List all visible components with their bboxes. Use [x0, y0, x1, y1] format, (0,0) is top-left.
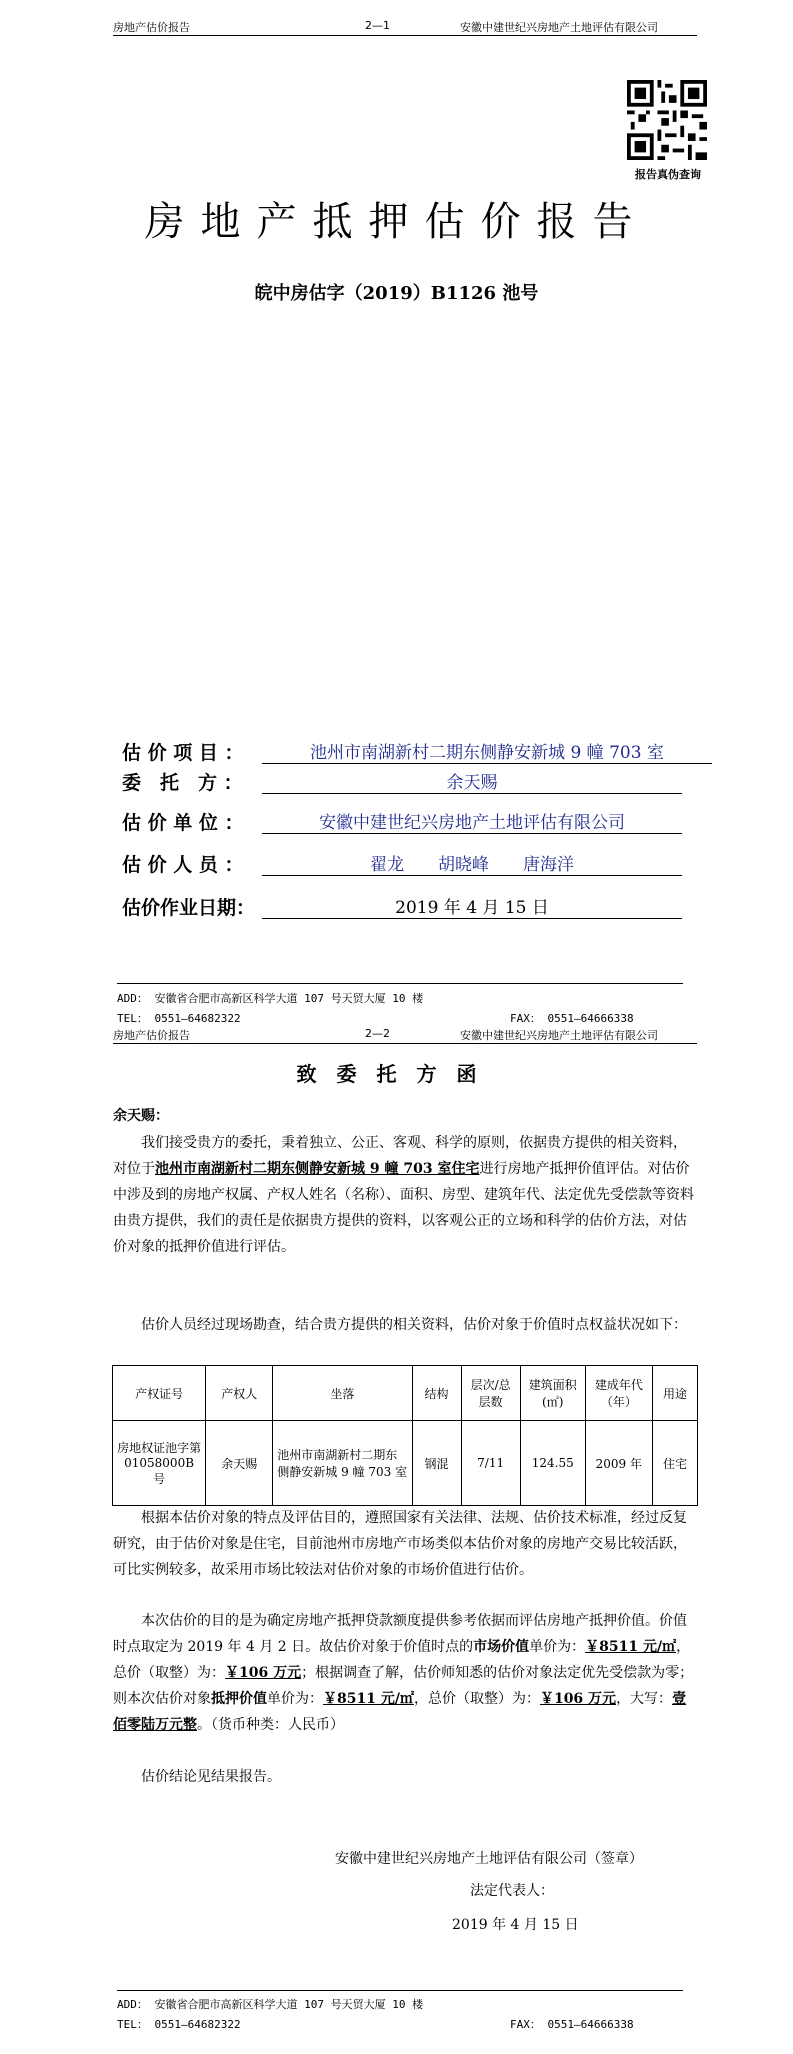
signature-company: 安徽中建世纪兴房地产土地评估有限公司（签章）: [335, 1851, 643, 1867]
table-header-cert: 产权证号: [113, 1366, 206, 1421]
page1-footer-fax: FAX： 0551—64666338: [510, 1012, 634, 1025]
page1-header-left: 房地产估价报告: [113, 21, 190, 34]
page2-footer-tel: TEL： 0551—64682322: [117, 2018, 241, 2031]
field-value-valuer: 安徽中建世纪兴房地产土地评估有限公司: [262, 808, 682, 834]
page2-footer-fax: FAX： 0551—64666338: [510, 2018, 634, 2031]
paragraph-value: 本次估价的目的是为确定房地产抵押贷款额度提供参考依据而评估房地产抵押价值。价值时点取定为 2019 年 4 月 2 日。故估价对象于价值时点的市场价值单价为：￥8511 元/㎡，总价（取整）为：￥106 万元；根据调查了解，估价师知悉的估价对象法定优先受偿款为零；则本次估价对象抵押价值单价为：￥8511 元/㎡，总价（取整）为：￥106 万元，大写：壹佰零陆万元整。（货币种类：人民币）: [113, 1613, 694, 1733]
mortgage-unit-price: ￥8511 元/㎡: [323, 1691, 414, 1707]
paragraph-survey: 估价人员经过现场勘查，结合贵方提供的相关资料，估价对象于价值时点权益状况如下：: [141, 1317, 687, 1333]
table-header-floor: 层次/总层数: [461, 1366, 520, 1421]
signature-legal-rep: 法定代表人：: [470, 1883, 554, 1899]
table-cell-floor: 7/11: [461, 1421, 520, 1506]
table-cell-cert: 房地权证池字第 01058000B 号: [113, 1421, 206, 1506]
mortgage-total-capital: 壹佰零陆万元整: [113, 1691, 687, 1733]
market-total-price: ￥106 万元: [225, 1665, 302, 1681]
letter-heading: 致委托方函: [296, 1062, 497, 1086]
field-label-date: 估价作业日期：: [122, 897, 256, 919]
table-cell-structure: 钢混: [412, 1421, 461, 1506]
field-label-client: 委 托 方 ：: [122, 772, 243, 794]
table-header-location: 坐落: [273, 1366, 412, 1421]
page1-header-rule: [113, 35, 697, 36]
market-unit-price: ￥8511 元/㎡: [585, 1639, 677, 1655]
mortgage-total-price: ￥106 万元: [539, 1691, 617, 1707]
page1-footer-address: ADD： 安徽省合肥市高新区科学大道 107 号天贸大厦 10 楼: [117, 992, 424, 1005]
table-header-use: 用途: [652, 1366, 697, 1421]
page1-footer-rule: [117, 983, 683, 984]
qr-code-icon: [627, 80, 707, 160]
table-cell-location: 池州市南湖新村二期东侧静安新城 9 幢 703 室: [273, 1421, 412, 1506]
paragraph-intro: 我们接受贵方的委托，秉着独立、公正、客观、科学的原则，依据贵方提供的相关资料，对位于池州市南湖新村二期东侧静安新城 9 幢 703 室住宅进行房地产抵押价值评估。对估价中涉及到的房地产权属、产权人姓名（名称）、面积、房型、建筑年代、法定优先受偿款等资料由贵方提供，我们的责任是依据贵方提供的资料，以客观公正的立场和科学的估价方法，对估价对象的抵押价值进行评估。: [113, 1135, 694, 1255]
report-doc-number: 皖中房估字（2019）B1126 池号: [254, 283, 539, 304]
signature-date: 2019 年 4 月 15 日: [452, 1917, 579, 1933]
field-label-project: 估 价 项 目 ：: [122, 742, 244, 764]
page1-footer-tel: TEL： 0551—64682322: [117, 1012, 241, 1025]
table-header-structure: 结构: [412, 1366, 461, 1421]
table-cell-use: 住宅: [652, 1421, 697, 1506]
table-row: [113, 1421, 698, 1506]
table-header-area: 建筑面积(㎡): [520, 1366, 585, 1421]
property-table: [112, 1365, 698, 1506]
paragraph-conclusion: 估价结论见结果报告。: [141, 1769, 281, 1785]
table-header-row: [113, 1366, 698, 1421]
page2-header-rule: [113, 1043, 697, 1044]
table-cell-year: 2009 年: [585, 1421, 652, 1506]
field-label-valuer: 估 价 单 位 ：: [122, 812, 244, 834]
property-address-highlight: 池州市南湖新村二期东侧静安新城 9 幢 703 室住宅: [155, 1161, 480, 1177]
page2-header-page-number: 2—2: [365, 1027, 390, 1040]
page2-footer-address: ADD： 安徽省合肥市高新区科学大道 107 号天贸大厦 10 楼: [117, 1998, 424, 2011]
paragraph-method: 根据本估价对象的特点及评估目的，遵照国家有关法律、法规、估价技术标准，经过反复研究，由于估价对象是住宅，目前池州市房地产市场类似本估价对象的房地产交易比较活跃，可比实例较多，故采用市场比较法对估价对象的市场价值进行估价。: [113, 1510, 687, 1578]
page2-header-right: 安徽中建世纪兴房地产土地评估有限公司: [460, 1029, 658, 1042]
table-header-year: 建成年代（年）: [585, 1366, 652, 1421]
table-cell-owner: 余天赐: [206, 1421, 273, 1506]
field-value-date: 2019 年 4 月 15 日: [262, 893, 682, 919]
field-value-project: 池州市南湖新村二期东侧静安新城 9 幢 703 室: [262, 738, 712, 764]
report-title: 房地产抵押估价报告: [144, 199, 649, 245]
table-cell-area: 124.55: [520, 1421, 585, 1506]
qr-caption: 报告真伪查询: [635, 168, 701, 181]
page2-footer-rule: [117, 1990, 683, 1991]
salutation: 余天赐：: [113, 1108, 169, 1124]
page2-header-left: 房地产估价报告: [113, 1029, 190, 1042]
table-header-owner: 产权人: [206, 1366, 273, 1421]
page1-header-right: 安徽中建世纪兴房地产土地评估有限公司: [460, 21, 658, 34]
field-value-client: 余天赐: [262, 768, 682, 794]
field-label-staff: 估 价 人 员 ：: [122, 854, 244, 876]
field-value-staff: 翟龙 胡晓峰 唐海洋: [262, 850, 682, 876]
page1-header-page-number: 2—1: [365, 19, 390, 32]
